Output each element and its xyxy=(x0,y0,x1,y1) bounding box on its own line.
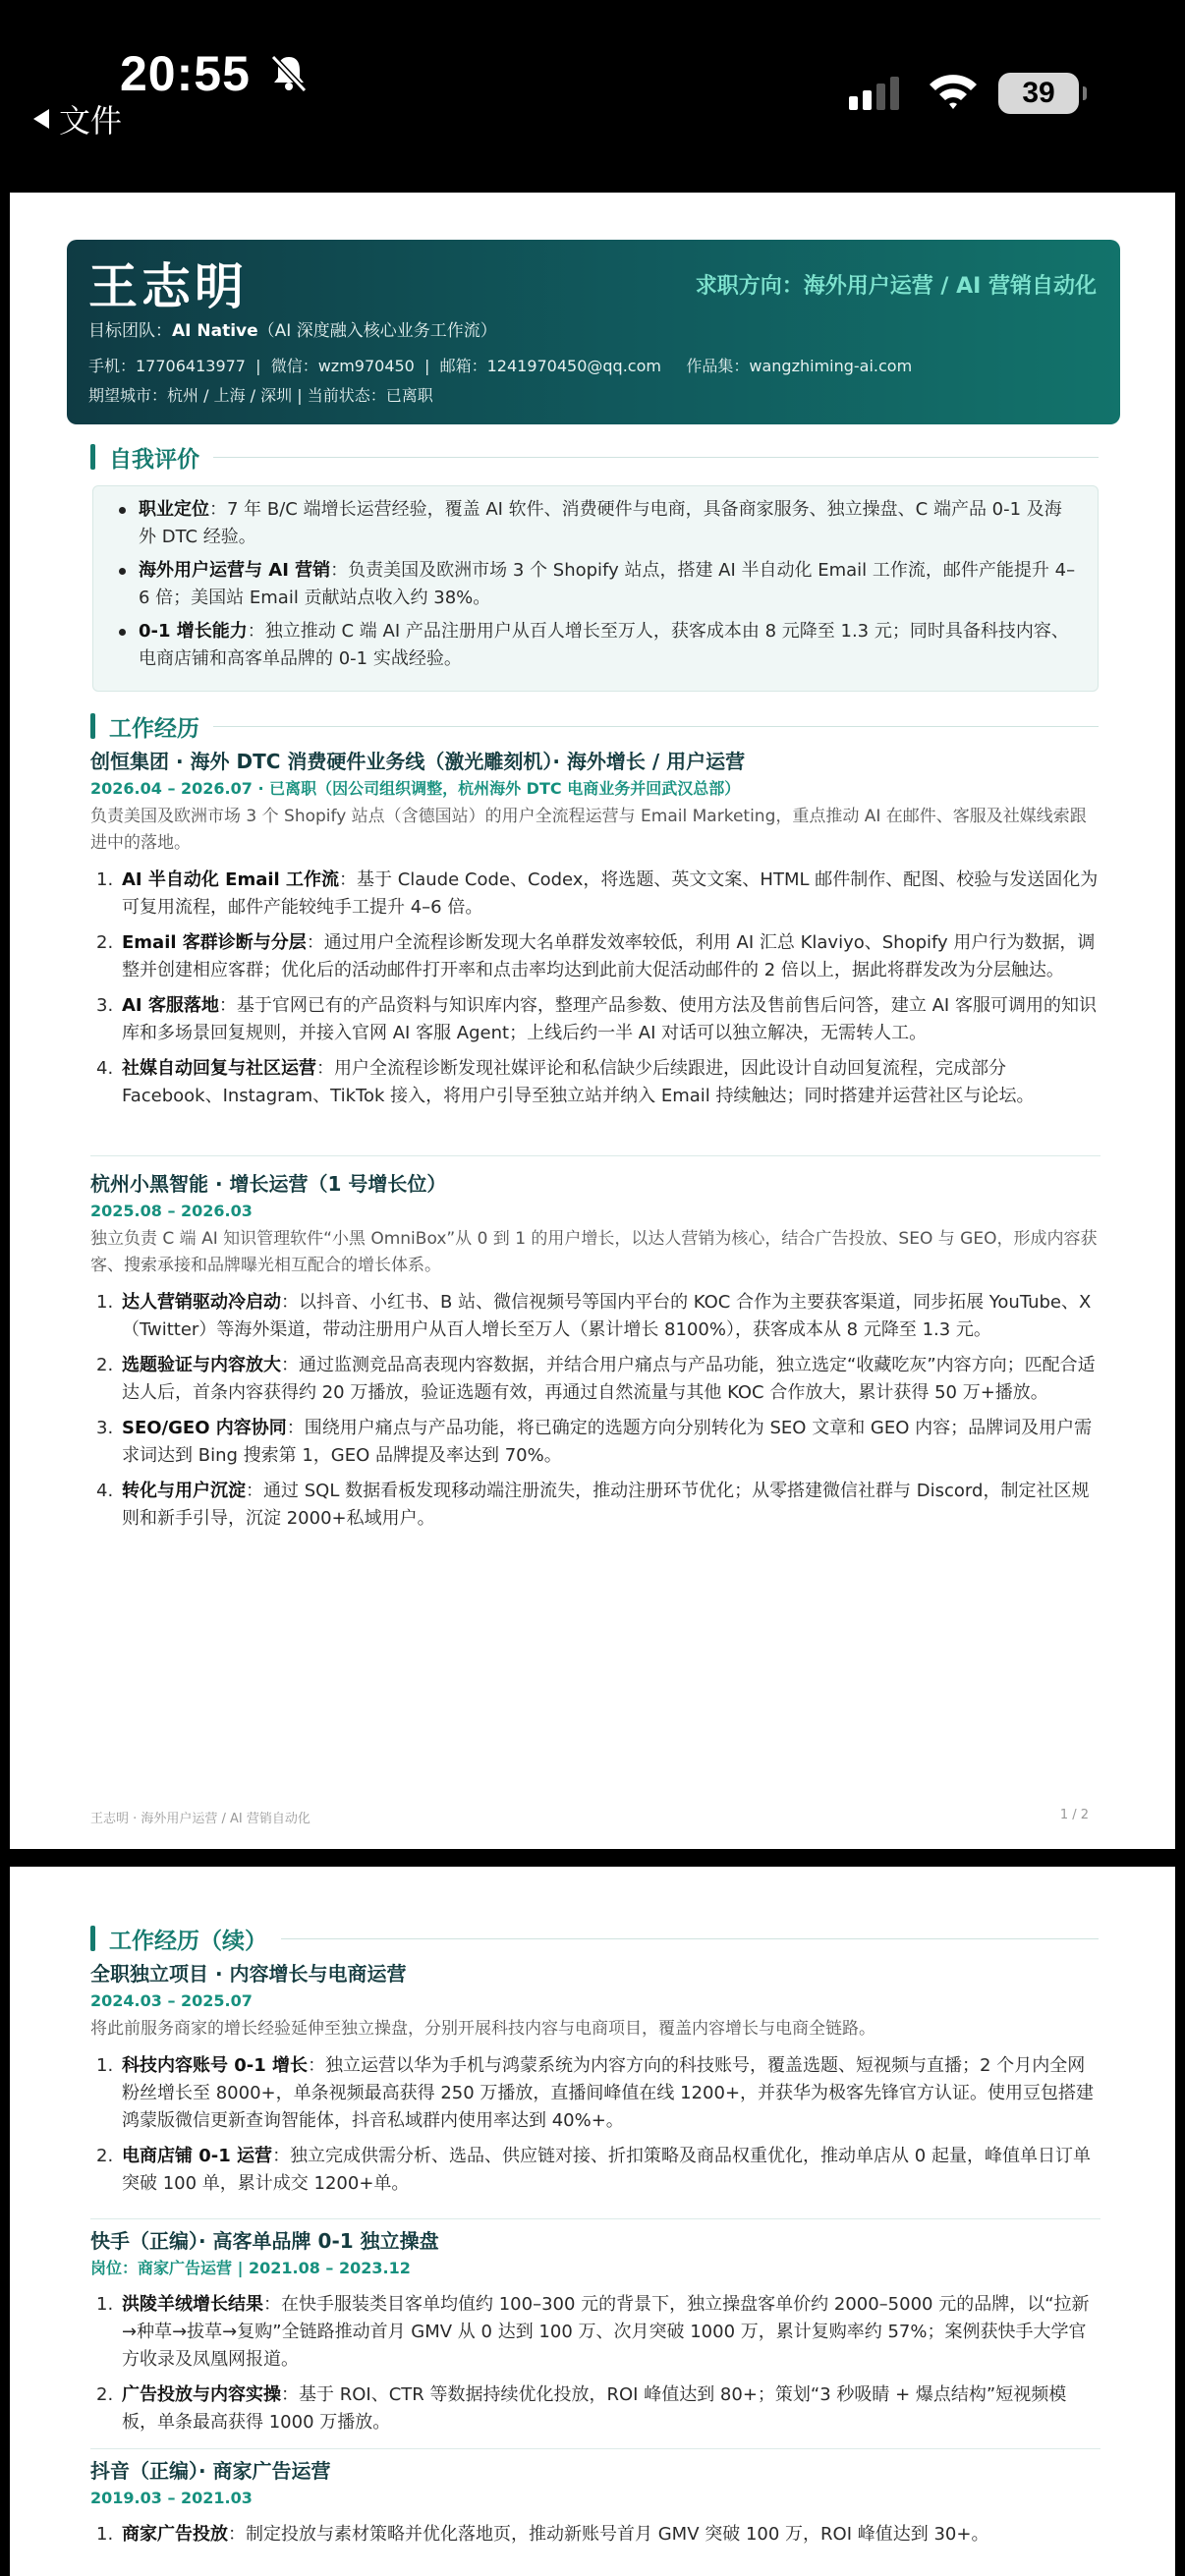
job-bullet: 1. 达人营销驱动冷启动：以抖音、小红书、B 站、微信视频号等国内平台的 KOC 合作为主要获客渠道，同步拓展 YouTube、X（Twitter）等海外渠道，带动注册用户从百人增长至万人（累计增长 8100%），获客成本从 8 元降至 1.3 元。 xyxy=(96,1292,1092,1340)
back-arrow-icon xyxy=(33,109,49,129)
job-description: 将此前服务商家的增长经验延伸至独立操盘，分别开展科技内容与电商项目，覆盖内容增长与电商全链路。 xyxy=(90,2019,875,2039)
back-label: 文件 xyxy=(59,102,123,140)
cellular-signal-icon xyxy=(849,77,899,110)
job-bullet: 1. AI 半自动化 Email 工作流：基于 Claude Code、Codex，将选题、英文文案、HTML 邮件制作、配图、校验与发送固化为可复用流程，邮件产能较纯手工提升 4–6 倍。 xyxy=(96,869,1099,918)
job-bullet: 1. 商家广告投放：制定投放与素材策略并优化落地页，推动新账号首月 GMV 突破 100 万，ROI 峰值达到 30+。 xyxy=(96,2524,989,2545)
target-team: 目标团队：AI Native（AI 深度融入核心业务工作流） xyxy=(88,321,497,341)
job-title: 全职独立项目 · 内容增长与电商运营 xyxy=(90,1962,407,1986)
candidate-name: 王志明 xyxy=(88,258,248,315)
section-summary-title: 自我评价 xyxy=(90,442,1099,472)
job-bullet: 2. 选题验证与内容放大：通过监测竞品高表现内容数据，并结合用户痛点与产品功能，独立选定“收藏吃灰”内容方向；匹配合适达人后，首条内容获得约 20 万播放，验证选题有效，再通过自然流量与其他 KOC 合作放大，累计获得 50 万+播放。 xyxy=(96,1355,1096,1403)
job-date: 2024.03 – 2025.07 xyxy=(90,1991,253,2010)
summary-box xyxy=(92,485,1099,692)
divider xyxy=(90,2218,1100,2219)
expected-city: 期望城市：杭州 / 上海 / 深圳 | 当前状态：已离职 xyxy=(88,386,433,405)
job-entry xyxy=(90,2456,1100,2556)
job-title: 抖音（正编）· 商家广告运营 xyxy=(90,2459,331,2483)
contact-info: 手机：17706413977 | 微信：wzm970450 | 邮箱：1241970450@qq.com 作品集：wangzhiming-ai.com xyxy=(88,357,913,375)
summary-item: 职业定位：7 年 B/C 端增长运营经验，覆盖 AI 软件、消费硬件与电商，具备商家服务、独立操盘、C 端产品 0-1 及海外 DTC 经验。 xyxy=(115,496,1078,551)
job-bullet: 2. Email 客群诊断与分层：通过用户全流程诊断发现大名单群发效率较低，利用 AI 汇总 Klaviyo、Shopify 用户行为数据，调整并创建相应客群；优化后的活动邮件打开率和点击率均达到此前大促活动邮件的 2 倍以上，据此将群发改为分层触达。 xyxy=(96,932,1096,980)
resume-page-2 xyxy=(10,1867,1175,2576)
section-work-title: 工作经历 xyxy=(90,711,1099,741)
divider xyxy=(90,1155,1100,1156)
job-title: 快手（正编）· 高客单品牌 0-1 独立操盘 xyxy=(90,2229,439,2253)
header-card xyxy=(67,240,1120,424)
job-date: 2019.03 – 2021.03 xyxy=(90,2489,253,2507)
bell-slash-icon xyxy=(267,51,310,94)
battery-indicator: 39 xyxy=(998,73,1079,114)
divider xyxy=(90,2448,1100,2449)
job-bullet: 2. 广告投放与内容实操：基于 ROI、CTR 等数据持续优化投放，ROI 峰值达到 80+；策划“3 秒吸睛 + 爆点结构”短视频模板，单条最高获得 1000 万播放。 xyxy=(96,2384,1067,2433)
job-entry xyxy=(90,747,1100,1118)
status-bar xyxy=(0,0,1185,193)
wifi-icon xyxy=(926,69,981,112)
job-direction: 求职方向：海外用户运营 / AI 营销自动化 xyxy=(695,274,1097,299)
job-entry xyxy=(90,2226,1100,2444)
job-bullet: 4. 转化与用户沉淀：通过 SQL 数据看板发现移动端注册流失，推动注册环节优化；从零搭建微信社群与 Discord，制定社区规则和新手引导，沉淀 2000+私域用户。 xyxy=(96,1481,1090,1529)
job-entry xyxy=(90,1959,1100,2206)
job-bullet: 4. 社媒自动回复与社区运营：用户全流程诊断发现社媒评论和私信缺少后续跟进，因此设计自动回复流程，完成部分 Facebook、Instagram、TikTok 接入，将用户引导至独立站并纳入 Email 持续触达；同时搭建并运营社区与论坛。 xyxy=(96,1058,1035,1106)
job-title: 杭州小黑智能 · 增长运营（1 号增长位） xyxy=(90,1172,447,1196)
job-date: 2026.04 – 2026.07 · 已离职（因公司组织调整，杭州海外 DTC 电商业务并回武汉总部） xyxy=(90,779,741,798)
job-bullet: 2. 电商店铺 0-1 运营：独立完成供需分析、选品、供应链对接、折扣策略及商品权重优化，推动单店从 0 起量，峰值单日订单突破 100 单，累计成交 1200+单。 xyxy=(96,2146,1091,2194)
back-button[interactable] xyxy=(33,96,122,141)
clock: 20:55 xyxy=(120,46,251,101)
page-footer: 王志明 · 海外用户运营 / AI 营销自动化 xyxy=(90,1812,310,1826)
job-description: 负责美国及欧洲市场 3 个 Shopify 站点（含德国站）的用户全流程运营与 Email Marketing，重点推动 AI 在邮件、客服及社媒线索跟进中的落地。 xyxy=(90,807,1087,853)
job-bullet: 3. AI 客服落地：基于官网已有的产品资料与知识库内容，整理产品参数、使用方法及售前售后问答，建立 AI 客服可调用的知识库和多场景回复规则，并接入官网 AI 客服 Agent；上线后约一半 AI 对话可以独立解决，无需转人工。 xyxy=(96,995,1097,1043)
job-date: 2025.08 – 2026.03 xyxy=(90,1202,253,1220)
resume-page-1 xyxy=(10,193,1175,1849)
job-bullet: 3. SEO/GEO 内容协同：围绕用户痛点与产品功能，将已确定的选题方向分别转化为 SEO 文章和 GEO 内容；品牌词及用户需求词达到 Bing 搜索第 1，GEO 品牌提及率达到 70%。 xyxy=(96,1418,1093,1466)
job-bullet: 1. 科技内容账号 0-1 增长：独立运营以华为手机与鸿蒙系统为内容方向的科技账号，覆盖选题、短视频与直播；2 个月内全网粉丝增长至 8000+，单条视频最高获得 250 万播放，直播间峰值在线 1200+，并获华为极客先锋官方认证。使用豆包搭建鸿蒙版微信更新查询智能体，抖音私域群内使用率达到 40%+。 xyxy=(96,2055,1095,2131)
summary-item: 海外用户运营与 AI 营销：负责美国及欧洲市场 3 个 Shopify 站点，搭建 AI 半自动化 Email 工作流，邮件产能提升 4–6 倍；美国站 Email 贡献站点收入约 38%。 xyxy=(115,557,1078,612)
job-title: 创恒集团 · 海外 DTC 消费硬件业务线（激光雕刻机）· 海外增长 / 用户运营 xyxy=(90,750,746,773)
section-work-continued-title: 工作经历（续） xyxy=(90,1924,1099,1953)
summary-item: 0-1 增长能力：独立推动 C 端 AI 产品注册用户从百人增长至万人，获客成本由 8 元降至 1.3 元；同时具备科技内容、电商店铺和高客单品牌的 0-1 实战经验。 xyxy=(115,618,1078,673)
page-number: 1 / 2 xyxy=(1059,1808,1089,1822)
job-entry xyxy=(90,1169,1100,1540)
job-date: 岗位：商家广告运营 | 2021.08 – 2023.12 xyxy=(90,2259,411,2277)
job-description: 独立负责 C 端 AI 知识管理软件“小黑 OmniBox”从 0 到 1 的用户增长，以达人营销为核心，结合广告投放、SEO 与 GEO，形成内容获客、搜索承接和品牌曝光相互配合的增长体系。 xyxy=(90,1229,1098,1275)
job-bullet: 1. 洪陵羊绒增长结果：在快手服装类目客单均值约 100–300 元的背景下，独立操盘客单价约 2000–5000 元的品牌，以“拉新→种草→拔草→复购”全链路推动首月 GMV 从 0 达到 100 万、次月突破 1000 万，累计复购率约 57%；案例获快手大学官方收录及凤凰网报道。 xyxy=(96,2294,1090,2370)
